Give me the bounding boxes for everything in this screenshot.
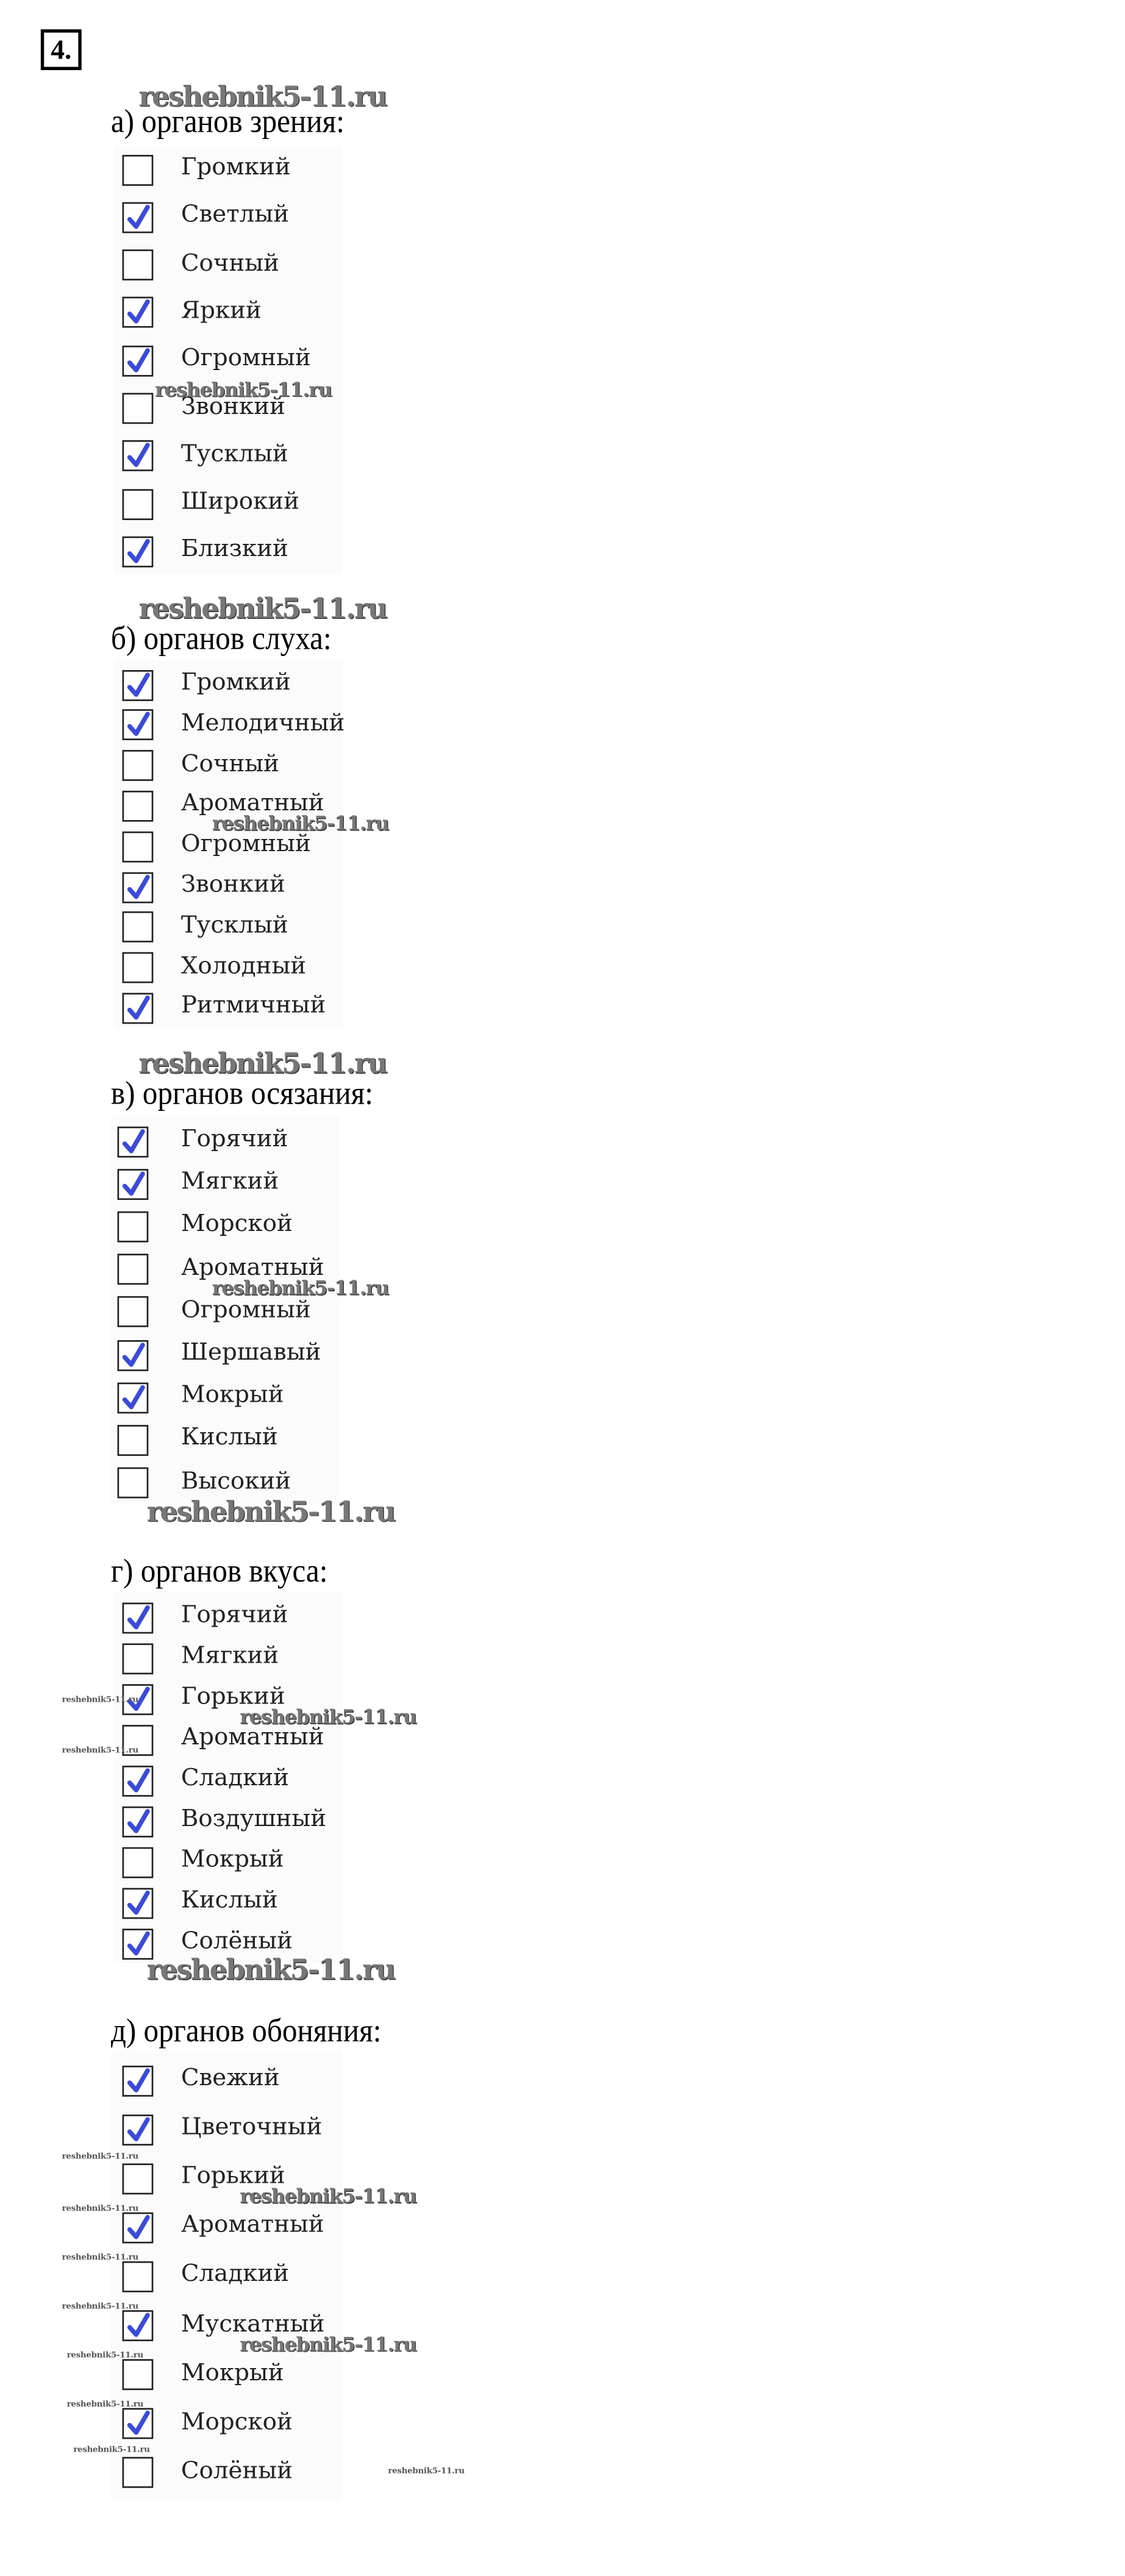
checkbox-item[interactable]: [118, 1294, 311, 1330]
watermark: reshebnik5-11.ru: [138, 593, 387, 626]
checkbox-label: Мокрый: [180, 1847, 284, 1874]
watermark: reshebnik5-11.ru: [62, 2152, 138, 2162]
watermark: reshebnik5-11.ru: [240, 1705, 416, 1729]
checkmark-icon: [126, 204, 152, 231]
checkbox-label: Мягкий: [180, 1169, 279, 1196]
checkmark-icon: [126, 538, 152, 565]
checkbox-item[interactable]: [123, 2357, 284, 2393]
checkbox-checked[interactable]: [123, 2212, 154, 2243]
checkmark-icon: [121, 1170, 147, 1197]
checkbox-checked[interactable]: [123, 1805, 154, 1836]
checkbox-item[interactable]: [123, 2455, 293, 2491]
watermark: reshebnik5-11.ru: [62, 1746, 138, 1756]
checkbox-item[interactable]: [123, 1844, 284, 1880]
section-heading: г) органов вкуса:: [110, 1554, 328, 1590]
watermark: reshebnik5-11.ru: [146, 1496, 395, 1530]
watermark: reshebnik5-11.ru: [155, 378, 332, 401]
checkbox-unchecked[interactable]: [123, 2458, 154, 2489]
checkbox-unchecked[interactable]: [123, 791, 154, 822]
checkbox-unchecked[interactable]: [123, 2261, 154, 2292]
checkbox-item[interactable]: [123, 1885, 278, 1921]
checkbox-item[interactable]: [118, 1465, 291, 1501]
watermark: reshebnik5-11.ru: [388, 2466, 465, 2477]
checkbox-item[interactable]: [123, 486, 300, 522]
checkbox-item[interactable]: [123, 390, 285, 426]
checkbox-label: Холодный: [180, 953, 307, 979]
checkbox-item[interactable]: [123, 1640, 279, 1676]
checkbox-checked[interactable]: [123, 2408, 154, 2439]
checkbox-item[interactable]: [123, 1803, 327, 1839]
checkbox-checked[interactable]: [118, 1168, 149, 1199]
checkbox-unchecked[interactable]: [123, 831, 154, 862]
watermark: reshebnik5-11.ru: [212, 812, 389, 835]
checkmark-icon: [126, 2410, 152, 2438]
checkbox-label: Кислый: [180, 1425, 278, 1452]
section-heading: а) органов зрения:: [110, 104, 345, 140]
checkbox-label: Ароматный: [180, 791, 324, 818]
checkbox-label: Сочный: [180, 751, 280, 777]
checkbox-unchecked[interactable]: [118, 1211, 149, 1242]
checkbox-item[interactable]: [118, 1337, 321, 1373]
checkbox-label: Ароматный: [180, 1254, 324, 1281]
checkbox-label: Громкий: [180, 155, 291, 181]
checkbox-item[interactable]: [123, 829, 311, 865]
checkbox-label: Ритмичный: [180, 993, 326, 1020]
checkbox-item[interactable]: [123, 910, 288, 946]
checkbox-unchecked[interactable]: [118, 1425, 149, 1456]
checkbox-label: Сочный: [180, 250, 280, 277]
checkmark-icon: [126, 2066, 152, 2094]
watermark: reshebnik5-11.ru: [62, 2204, 138, 2214]
checkbox-label: Кислый: [180, 1888, 278, 1914]
checkbox-unchecked[interactable]: [123, 1846, 154, 1877]
checkmark-icon: [126, 2214, 152, 2241]
checkmark-icon: [121, 1341, 147, 1368]
checkbox-label: Морской: [180, 1211, 293, 1238]
checkbox-checked[interactable]: [118, 1340, 149, 1371]
checkmark-icon: [126, 2312, 152, 2339]
checkmark-icon: [121, 1127, 147, 1155]
checkbox-item[interactable]: [123, 667, 291, 703]
checkbox-item[interactable]: [123, 950, 307, 986]
checkbox-item[interactable]: [118, 1252, 324, 1288]
checkbox-checked[interactable]: [123, 298, 154, 329]
checkbox-item[interactable]: [123, 343, 311, 379]
checkbox-label: Светлый: [180, 202, 290, 229]
checkbox-label: Яркий: [180, 298, 262, 324]
checkbox-item[interactable]: [118, 1208, 293, 1244]
watermark: reshebnik5-11.ru: [240, 2333, 416, 2356]
checkbox-item[interactable]: [123, 2259, 290, 2295]
checkbox-label: Солёный: [180, 1928, 293, 1955]
checkbox-item[interactable]: [123, 533, 288, 569]
checkbox-unchecked[interactable]: [123, 249, 154, 280]
checkbox-checked[interactable]: [123, 2065, 154, 2096]
checkbox-item[interactable]: [123, 707, 345, 743]
checkbox-label: Мускатный: [180, 2311, 325, 2338]
checkbox-unchecked[interactable]: [123, 154, 154, 185]
checkbox-item[interactable]: [118, 1166, 279, 1202]
checkbox-item[interactable]: [123, 152, 291, 188]
checkbox-item[interactable]: [123, 438, 288, 474]
section-heading: в) органов осязания:: [110, 1076, 373, 1112]
checkbox-label: Цветочный: [180, 2114, 323, 2141]
checkbox-checked[interactable]: [123, 710, 154, 741]
checkmark-icon: [126, 442, 152, 469]
checkbox-checked[interactable]: [118, 1382, 149, 1413]
checkbox-label: Горький: [180, 1684, 285, 1711]
watermark: reshebnik5-11.ru: [62, 2253, 138, 2263]
checkbox-unchecked[interactable]: [123, 912, 154, 943]
section-heading: д) органов обоняния:: [110, 2013, 382, 2050]
checkmark-icon: [126, 1930, 152, 1957]
watermark: reshebnik5-11.ru: [138, 81, 387, 115]
task-number: 4.: [41, 29, 82, 70]
checkbox-label: Солёный: [180, 2458, 293, 2485]
checkbox-item[interactable]: [118, 1422, 278, 1458]
checkbox-item[interactable]: [123, 747, 280, 783]
checkbox-label: Ароматный: [180, 1725, 324, 1751]
checkbox-label: Горячий: [180, 1126, 288, 1153]
checkbox-label: Сладкий: [180, 1765, 290, 1792]
checkbox-label: Мокрый: [180, 1383, 284, 1409]
checkmark-icon: [126, 873, 152, 901]
checkbox-unchecked[interactable]: [123, 952, 154, 983]
checkbox-item[interactable]: [123, 2063, 280, 2099]
checkmark-icon: [126, 1766, 152, 1794]
checkbox-unchecked[interactable]: [118, 1468, 149, 1499]
checkbox-label: Мягкий: [180, 1643, 279, 1670]
checkbox-label: Ароматный: [180, 2213, 324, 2239]
checkbox-item[interactable]: [123, 2308, 325, 2344]
checkbox-item[interactable]: [123, 247, 280, 283]
checkbox-checked[interactable]: [123, 993, 154, 1024]
checkbox-label: Звонкий: [180, 393, 285, 420]
checkbox-item[interactable]: [123, 869, 285, 905]
checkbox-label: Горький: [180, 2163, 285, 2190]
checkbox-item[interactable]: [123, 2406, 293, 2442]
checkbox-item[interactable]: [123, 2111, 323, 2147]
checkbox-item[interactable]: [123, 295, 262, 331]
checkbox-item[interactable]: [118, 1123, 288, 1159]
checkbox-label: Сладкий: [180, 2261, 290, 2288]
checkbox-label: Огромный: [180, 1297, 311, 1324]
checkbox-checked[interactable]: [123, 1765, 154, 1796]
checkmark-icon: [126, 347, 152, 374]
checkbox-unchecked[interactable]: [118, 1297, 149, 1328]
checkbox-checked[interactable]: [123, 345, 154, 376]
watermark: reshebnik5-11.ru: [212, 1276, 389, 1300]
watermark: reshebnik5-11.ru: [62, 1695, 138, 1706]
checkmark-icon: [126, 1604, 152, 1631]
watermark: reshebnik5-11.ru: [138, 1048, 387, 1081]
checkbox-checked[interactable]: [123, 536, 154, 567]
checkbox-label: Свежий: [180, 2065, 280, 2092]
checkbox-label: Воздушный: [180, 1806, 327, 1833]
checkbox-checked[interactable]: [118, 1126, 149, 1157]
checkbox-checked[interactable]: [123, 441, 154, 472]
checkbox-label: Шершавый: [180, 1340, 321, 1366]
checkbox-label: Высокий: [180, 1468, 291, 1494]
checkbox-unchecked[interactable]: [123, 1643, 154, 1674]
checkbox-label: Огромный: [180, 346, 311, 373]
checkbox-item[interactable]: [123, 2161, 285, 2197]
checkbox-checked[interactable]: [123, 2310, 154, 2341]
checkbox-item[interactable]: [123, 2210, 324, 2246]
checkbox-checked[interactable]: [123, 669, 154, 701]
watermark: reshebnik5-11.ru: [66, 2350, 143, 2361]
checkmark-icon: [126, 994, 152, 1022]
checkbox-unchecked[interactable]: [123, 750, 154, 781]
checkbox-label: Звонкий: [180, 872, 285, 899]
checkbox-item[interactable]: [123, 1599, 288, 1635]
checkbox-unchecked[interactable]: [123, 2163, 154, 2194]
checkmark-icon: [126, 671, 152, 698]
checkbox-item[interactable]: [118, 1380, 284, 1416]
checkbox-unchecked[interactable]: [123, 2360, 154, 2391]
checkmark-icon: [126, 1889, 152, 1916]
checkbox-item[interactable]: [123, 990, 326, 1026]
checkbox-label: Горячий: [180, 1602, 288, 1629]
checkmark-icon: [126, 712, 152, 739]
checkbox-item[interactable]: [123, 199, 290, 235]
checkbox-unchecked[interactable]: [123, 488, 154, 519]
watermark: reshebnik5-11.ru: [146, 1955, 395, 1988]
checkmark-icon: [121, 1383, 147, 1411]
checkbox-label: Тусклый: [180, 441, 288, 468]
checkbox-checked[interactable]: [123, 1602, 154, 1633]
checkmark-icon: [126, 299, 152, 326]
checkbox-checked[interactable]: [123, 1887, 154, 1918]
checkbox-unchecked[interactable]: [123, 393, 154, 424]
checkbox-label: Огромный: [180, 832, 311, 858]
checkbox-label: Мелодичный: [180, 710, 345, 737]
checkmark-icon: [126, 2116, 152, 2143]
watermark: reshebnik5-11.ru: [240, 2185, 416, 2208]
checkbox-label: Широкий: [180, 489, 300, 516]
checkbox-checked[interactable]: [123, 2114, 154, 2145]
checkmark-icon: [126, 1807, 152, 1835]
checkbox-checked[interactable]: [123, 202, 154, 233]
checkbox-label: Близкий: [180, 537, 288, 563]
checkbox-checked[interactable]: [123, 871, 154, 902]
section-heading: б) органов слуха:: [110, 621, 332, 657]
checkbox-label: Мокрый: [180, 2360, 284, 2386]
checkbox-label: Морской: [180, 2409, 293, 2436]
watermark: reshebnik5-11.ru: [66, 2400, 143, 2410]
checkbox-unchecked[interactable]: [118, 1254, 149, 1285]
checkbox-item[interactable]: [123, 788, 324, 824]
watermark: reshebnik5-11.ru: [73, 2446, 150, 2456]
checkbox-label: Тусклый: [180, 912, 288, 939]
checkbox-item[interactable]: [123, 1763, 290, 1799]
checkbox-label: Громкий: [180, 670, 291, 696]
watermark: reshebnik5-11.ru: [62, 2302, 138, 2312]
